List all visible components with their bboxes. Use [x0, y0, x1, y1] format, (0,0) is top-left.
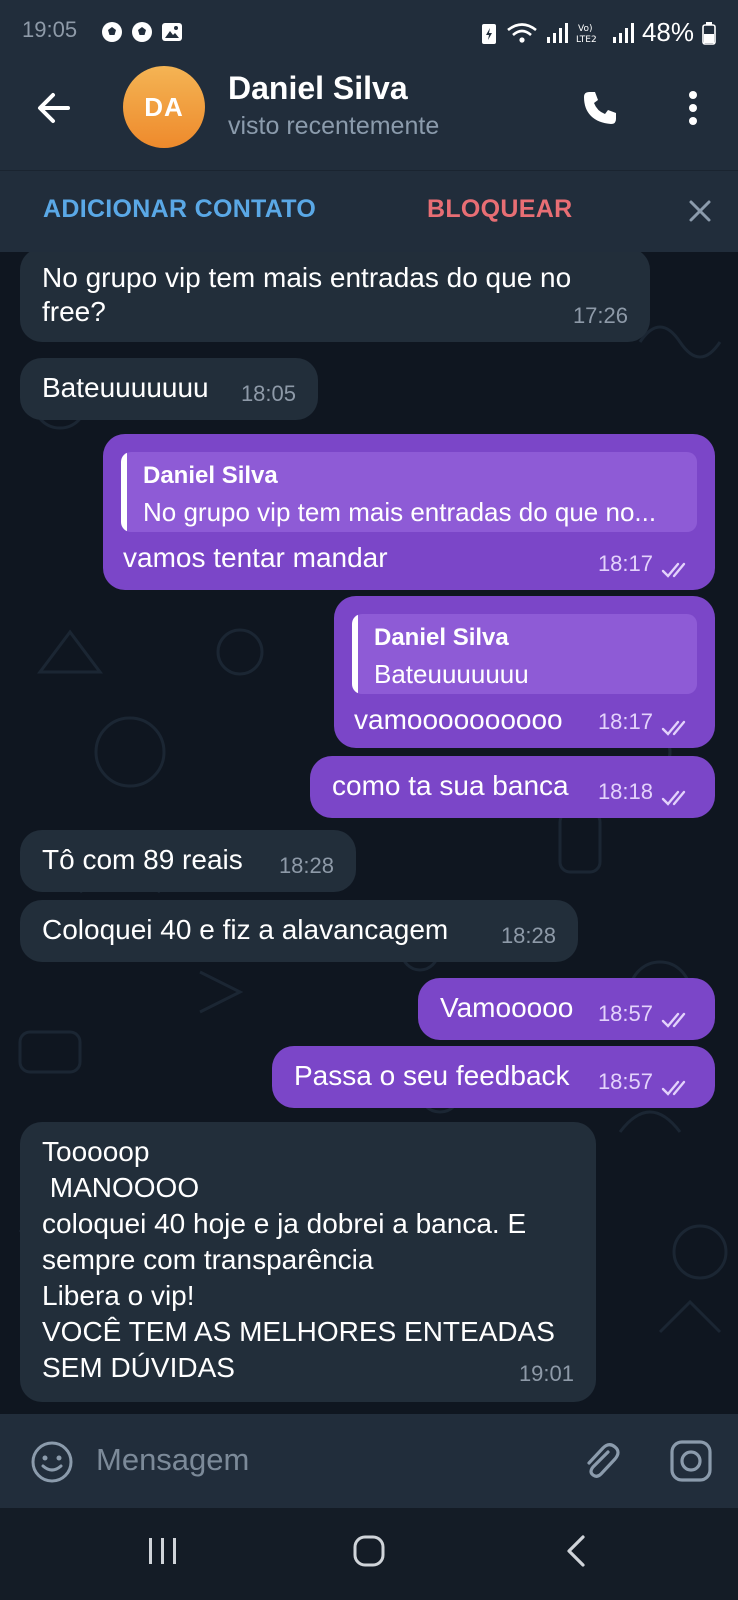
message-time: 18:05: [240, 381, 296, 406]
message-text-line: Tooooop: [42, 1136, 150, 1167]
message-text: Vamooooo: [440, 992, 574, 1023]
emoji-icon[interactable]: [30, 1440, 74, 1484]
message-text: Bateuuuuuuu: [42, 372, 209, 403]
message-text: vamoooooooooo: [354, 704, 563, 735]
battery-icon: [702, 21, 716, 45]
add-contact-button[interactable]: ADICIONAR CONTATO: [43, 195, 317, 223]
reply-text: No grupo vip tem mais entradas do que no...: [143, 497, 657, 527]
phone-icon[interactable]: [578, 86, 622, 130]
message-text-line: coloquei 40 hoje e ja dobrei a banca. E: [42, 1208, 527, 1239]
signal-icon: [612, 21, 634, 45]
battery-saver-icon: [480, 21, 498, 45]
signal-icon: [546, 21, 568, 45]
avatar-initials: DA: [144, 91, 184, 122]
svg-text:Vo): Vo): [577, 23, 593, 34]
football-icon: [130, 20, 154, 44]
reply-author: Daniel Silva: [143, 462, 278, 489]
message-time: 19:01: [518, 1361, 574, 1386]
message-outgoing[interactable]: [103, 434, 715, 590]
message-text: como ta sua banca: [332, 770, 569, 801]
block-button[interactable]: BLOQUEAR: [427, 195, 573, 223]
message-outgoing[interactable]: [272, 1046, 715, 1108]
message-text: Passa o seu feedback: [294, 1060, 570, 1091]
message-incoming[interactable]: [20, 900, 578, 962]
message-incoming[interactable]: [20, 830, 356, 892]
paperclip-icon[interactable]: [578, 1438, 624, 1484]
message-time: 18:17: [597, 551, 653, 576]
message-time: 18:28: [278, 853, 334, 878]
double-check-icon: [661, 1010, 695, 1030]
message-time: 18:28: [500, 923, 556, 948]
message-outgoing[interactable]: [310, 756, 715, 818]
system-nav-bar: [0, 1508, 738, 1600]
message-outgoing[interactable]: [334, 596, 715, 748]
double-check-icon: [661, 560, 695, 580]
double-check-icon: [661, 718, 695, 738]
message-text: Tô com 89 reais: [42, 844, 243, 875]
back-nav-icon[interactable]: [564, 1534, 588, 1568]
recent-apps-icon[interactable]: [146, 1536, 180, 1566]
battery-percent: 48%: [641, 17, 694, 47]
message-text: vamos tentar mandar: [123, 542, 388, 573]
contact-name[interactable]: Daniel Silva: [228, 70, 408, 106]
message-incoming[interactable]: [20, 1122, 596, 1402]
message-outgoing[interactable]: [418, 978, 715, 1040]
message-input[interactable]: [96, 1438, 536, 1482]
reply-bar: [121, 452, 127, 532]
status-bar: [0, 0, 738, 66]
message-text-line: free?: [42, 296, 106, 327]
wifi-icon: [506, 21, 538, 45]
message-text-line: sempre com transparência: [42, 1244, 374, 1275]
message-incoming[interactable]: [20, 358, 318, 420]
contact-status: visto recentemente: [228, 112, 440, 140]
home-icon[interactable]: [352, 1534, 386, 1568]
contact-action-bar: [0, 170, 738, 253]
reply-quote[interactable]: [121, 452, 697, 532]
message-time: 18:18: [597, 779, 653, 804]
chat-area[interactable]: [0, 252, 738, 1414]
svg-text:LTE2: LTE2: [575, 34, 597, 45]
message-text-line: Libera o vip!: [42, 1280, 195, 1311]
volte-icon: [576, 21, 604, 45]
gallery-icon: [160, 20, 184, 44]
more-options-icon[interactable]: [678, 86, 708, 130]
message-time: 18:17: [597, 709, 653, 734]
message-time: 18:57: [597, 1069, 653, 1094]
message-time: 18:57: [597, 1001, 653, 1026]
close-icon[interactable]: [684, 195, 716, 227]
reply-text: Bateuuuuuuu: [374, 659, 529, 689]
message-text-line: MANOOOO: [42, 1172, 200, 1203]
message-input-bar: [0, 1414, 738, 1508]
message-time: 17:26: [572, 303, 628, 328]
camera-icon[interactable]: [668, 1438, 714, 1484]
message-text-line: SEM DÚVIDAS: [42, 1352, 235, 1383]
double-check-icon: [661, 1078, 695, 1098]
status-time: 19:05: [22, 17, 78, 42]
double-check-icon: [661, 788, 695, 808]
back-arrow-icon[interactable]: [32, 86, 76, 130]
message-text-line: VOCÊ TEM AS MELHORES ENTEADAS: [42, 1316, 555, 1347]
reply-author: Daniel Silva: [374, 624, 509, 651]
message-text: Coloquei 40 e fiz a alavancagem: [42, 914, 449, 945]
reply-quote[interactable]: [352, 614, 697, 694]
avatar[interactable]: [123, 66, 205, 148]
football-icon: [100, 20, 124, 44]
reply-bar: [352, 614, 358, 694]
message-text-line: No grupo vip tem mais entradas do que no: [42, 262, 572, 293]
message-incoming[interactable]: [20, 252, 650, 342]
chat-header: [0, 66, 738, 170]
